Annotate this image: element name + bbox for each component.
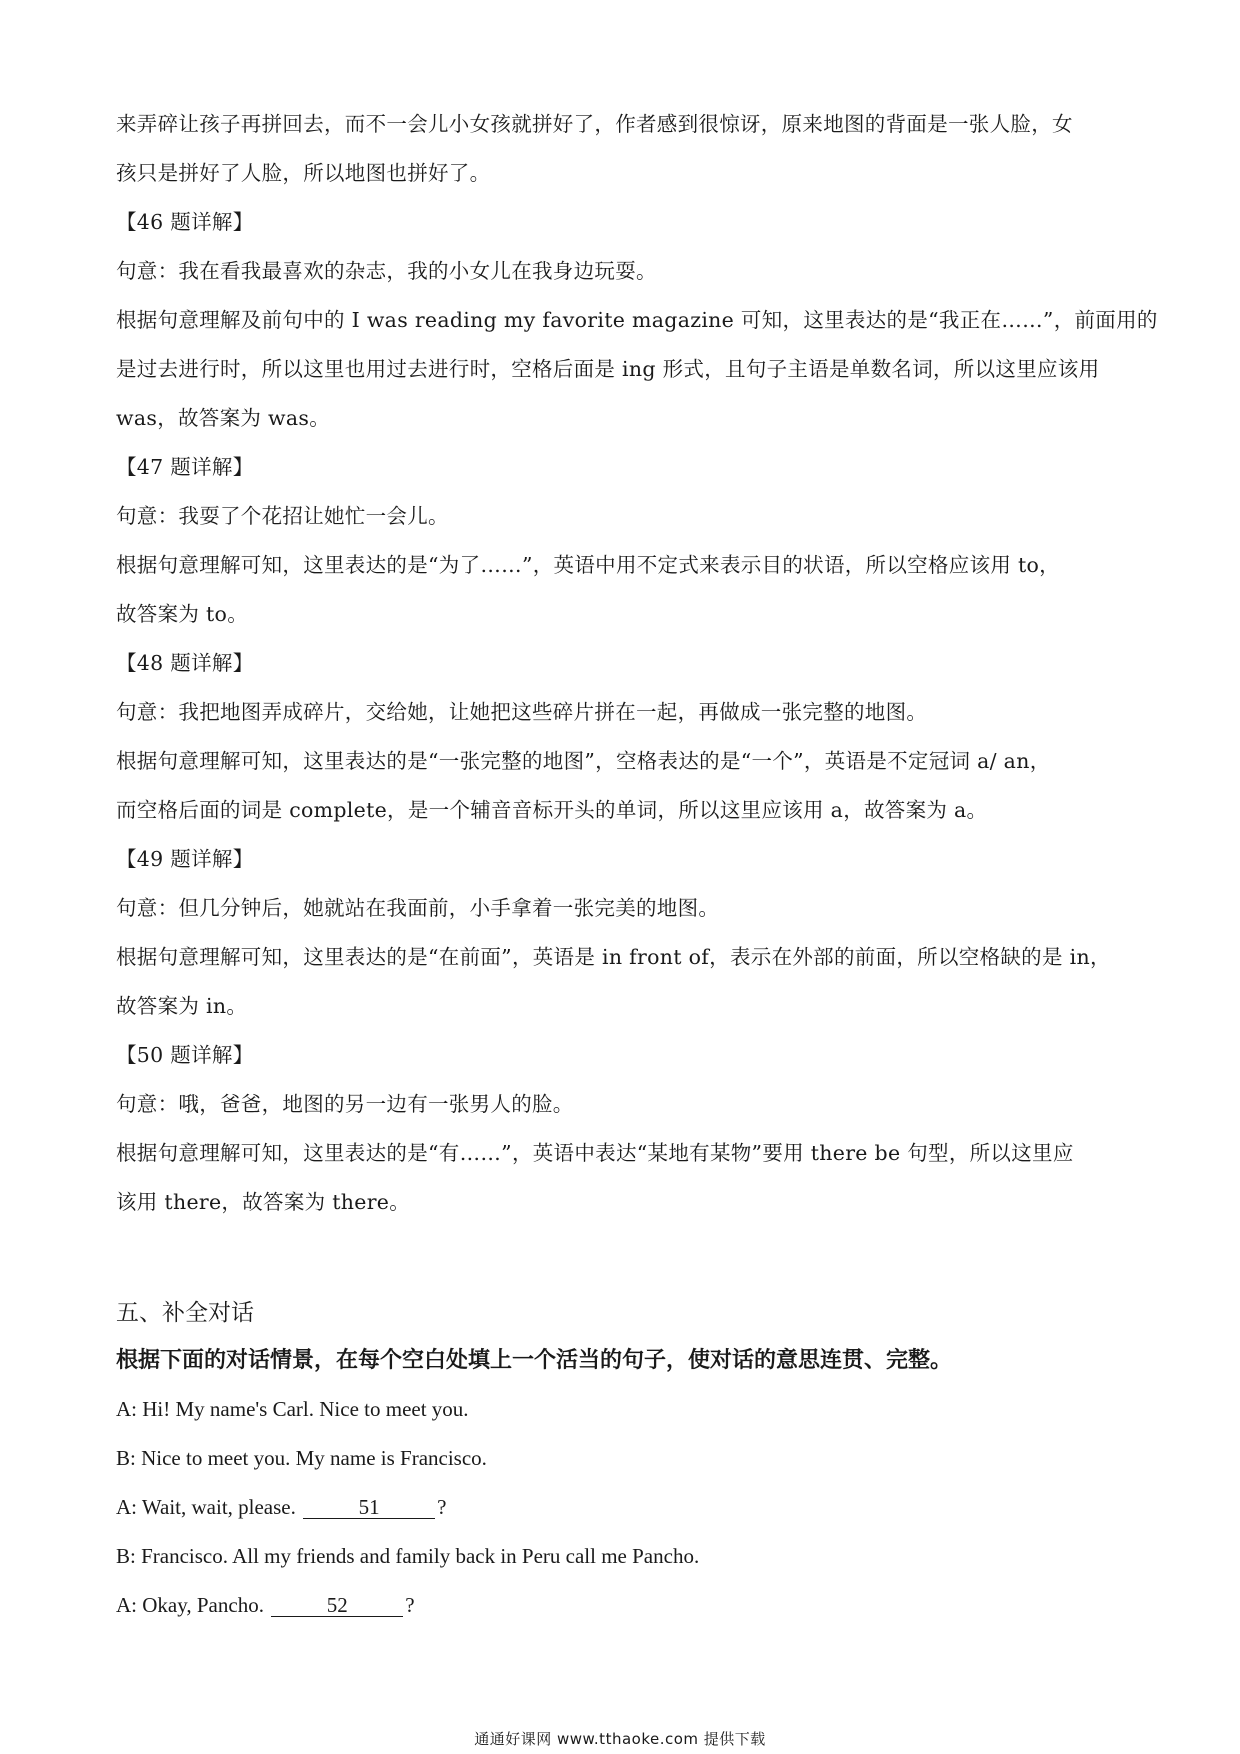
- paragraph-line: 根据句意理解可知，这里表达的是“一张完整的地图”，空格表达的是“一个”，英语是不定冠词 a/ an，: [116, 749, 1051, 773]
- paragraph-line: 故答案为 in。: [116, 994, 248, 1018]
- paragraph-line: 句意：但几分钟后，她就站在我面前，小手拿着一张完美的地图。: [116, 896, 720, 920]
- dialog-text: A: Hi! My name's Carl. Nice to meet you.: [116, 1397, 469, 1421]
- dialog-text: A: Wait, wait, please.: [116, 1495, 302, 1519]
- paragraph-line: 该用 there，故答案为 there。: [116, 1190, 411, 1214]
- paragraph-line: 句意：哦，爸爸，地图的另一边有一张男人的脸。: [116, 1092, 574, 1116]
- answer-blank-52[interactable]: 52: [271, 1594, 403, 1617]
- dialog-text: A: Okay, Pancho.: [116, 1593, 270, 1617]
- section-heading: 五、补全对话: [116, 1300, 254, 1326]
- dialog-text: B: Francisco. All my friends and family back in Peru call me Pancho.: [116, 1544, 700, 1568]
- paragraph-line: 根据句意理解可知，这里表达的是“为了……”，英语中用不定式来表示目的状语，所以空格应该用 to，: [116, 553, 1060, 577]
- paragraph-line: 是过去进行时，所以这里也用过去进行时，空格后面是 ing 形式，且句子主语是单数名词，所以这里应该用: [116, 357, 1100, 381]
- paragraph-line: 而空格后面的词是 complete，是一个辅音音标开头的单词，所以这里应该用 a，故答案为 a。: [116, 798, 988, 822]
- answer-blank-51[interactable]: 51: [303, 1496, 435, 1519]
- dialog-text: B: Nice to meet you. My name is Francisco.: [116, 1446, 487, 1470]
- question-50-heading: 【50 题详解】: [116, 1043, 254, 1067]
- paragraph-line: 句意：我耍了个花招让她忙一会儿。: [116, 504, 449, 528]
- dialog-line: [116, 1483, 1136, 1532]
- question-48-heading: 【48 题详解】: [116, 651, 254, 675]
- paragraph-line: 根据句意理解及前句中的 I was reading my favorite magazine 可知，这里表达的是“我正在……”，前面用的: [116, 308, 1158, 332]
- paragraph-line: 故答案为 to。: [116, 602, 248, 626]
- question-49-heading: 【49 题详解】: [116, 847, 254, 871]
- dialog-line: [116, 1581, 1136, 1630]
- dialog-punctuation: ?: [437, 1495, 447, 1519]
- paragraph-line: 孩只是拼好了人脸，所以地图也拼好了。: [116, 161, 491, 185]
- paragraph-line: was，故答案为 was。: [116, 406, 330, 430]
- section-instruction: 根据下面的对话情景，在每个空白处填上一个活当的句子，使对话的意思连贯、完整。: [116, 1348, 953, 1373]
- document-page: [116, 100, 1158, 1630]
- paragraph-line: 根据句意理解可知，这里表达的是“有……”，英语中表达“某地有某物”要用 there be 句型，所以这里应: [116, 1141, 1074, 1165]
- paragraph-line: 句意：我在看我最喜欢的杂志，我的小女儿在我身边玩耍。: [116, 259, 657, 283]
- paragraph-line: 句意：我把地图弄成碎片，交给她，让她把这些碎片拼在一起，再做成一张完整的地图。: [116, 700, 928, 724]
- page-footer: 通通好课网 www.tthaoke.com 提供下载: [474, 1730, 766, 1748]
- paragraph-line: 来弄碎让孩子再拼回去，而不一会儿小女孩就拼好了，作者感到很惊讶，原来地图的背面是一张人脸，女: [116, 112, 1073, 136]
- dialog-line: [116, 1532, 1136, 1581]
- dialog: [116, 1385, 1136, 1630]
- paragraph-line: 根据句意理解可知，这里表达的是“在前面”，英语是 in front of，表示在外部的前面，所以空格缺的是 in，: [116, 945, 1111, 969]
- dialog-line: [116, 1434, 1136, 1483]
- question-47-heading: 【47 题详解】: [116, 455, 254, 479]
- question-46-heading: 【46 题详解】: [116, 210, 254, 234]
- dialog-line: [116, 1385, 1136, 1434]
- dialog-punctuation: ?: [405, 1593, 415, 1617]
